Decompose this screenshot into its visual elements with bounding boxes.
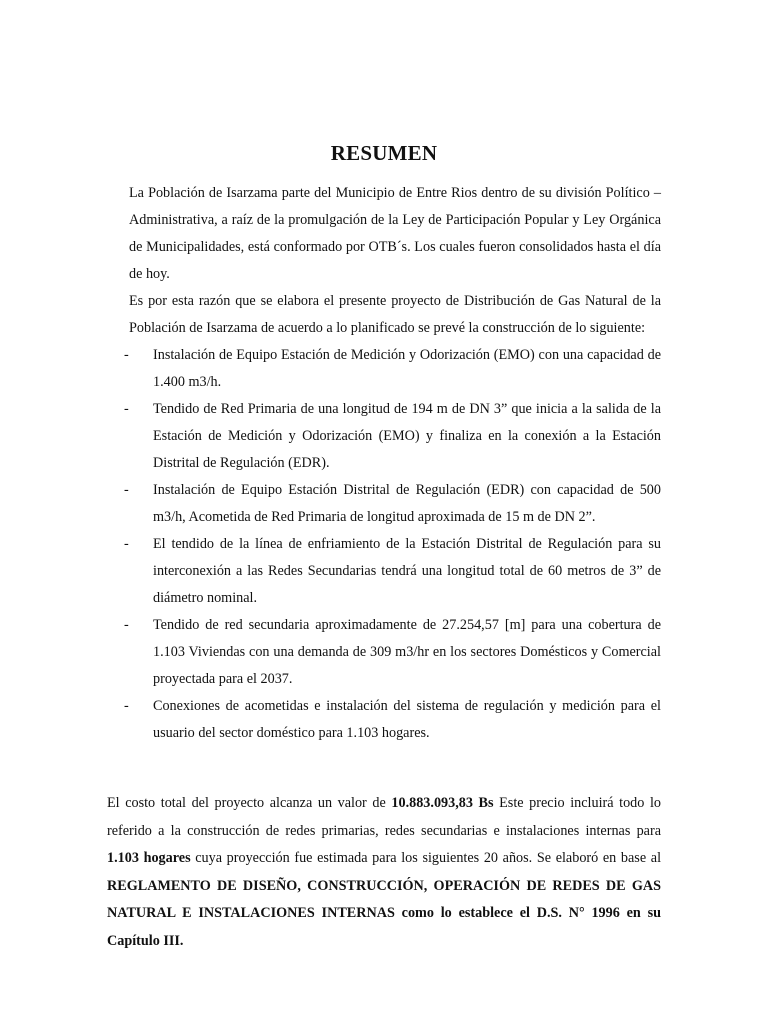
list-item-text: Tendido de red secundaria aproximadamente de 27.254,57 [m] para una cobertura de 1.103 Viviendas con una demanda de 309 m3/hr en los sectores Domésticos y Comercial proyectada para el 2037.	[153, 617, 661, 687]
list-item	[124, 612, 661, 693]
list-item-text: Conexiones de acometidas e instalación del sistema de regulación y medición para el usuario del sector doméstico para 1.103 hogares.	[153, 698, 661, 741]
list-bullet: -	[124, 617, 129, 633]
list-item	[124, 396, 661, 477]
project-items-list	[124, 342, 661, 747]
closing-section	[107, 790, 661, 955]
list-item-text: Tendido de Red Primaria de una longitud de 194 m de DN 3” que inicia a la salida de la Estación de Medición y Odorización (EMO) y finaliza en la conexión a la Estación Distrital de Regulación (EDR).	[153, 401, 661, 471]
list-item-text: Instalación de Equipo Estación Distrital de Regulación (EDR) con capacidad de 500 m3/h, Acometida de Red Primaria de longitud aproximada de 15 m de DN 2”.	[153, 482, 661, 525]
intro-section	[124, 180, 661, 747]
closing-text-1: El costo total del proyecto alcanza un valor de	[107, 795, 392, 811]
list-item	[124, 693, 661, 747]
list-item	[124, 531, 661, 612]
total-cost-value: 10.883.093,83 Bs	[391, 795, 494, 811]
list-item-text: Instalación de Equipo Estación de Medición y Odorización (EMO) con una capacidad de 1.400 m3/h.	[153, 347, 661, 390]
list-bullet: -	[124, 347, 129, 363]
closing-paragraph	[107, 790, 661, 955]
list-bullet: -	[124, 401, 129, 417]
page-title: RESUMEN	[330, 141, 438, 165]
closing-text-2: Este precio incluirá todo lo referido a la construcción de redes primarias, redes secundarias e instalaciones internas para	[107, 795, 662, 839]
closing-text-3: cuya proyección fue estimada para los siguientes 20 años. Se elaboró en base al	[190, 850, 662, 866]
list-bullet: -	[124, 536, 129, 552]
list-item-text: El tendido de la línea de enfriamiento de la Estación Distrital de Regulación para su interconexión a las Redes Secundarias tendrá una longitud total de 60 metros de 3” de diámetro nominal.	[153, 536, 661, 606]
list-item	[124, 342, 661, 396]
intro-paragraph-2: Es por esta razón que se elabora el presente proyecto de Distribución de Gas Natural de la Población de Isarzama de acuerdo a lo planificado se prevé la construcción de lo siguiente:	[129, 293, 661, 336]
list-bullet: -	[124, 698, 129, 714]
regulation-reference: REGLAMENTO DE DISEÑO, CONSTRUCCIÓN, OPERACIÓN DE REDES DE GAS NATURAL E INSTALACIONES INTERNAS como lo establece el D.S. N° 1996 en su Capítulo III.	[107, 877, 661, 949]
list-item	[124, 477, 661, 531]
household-count: 1.103 hogares	[107, 850, 191, 866]
list-bullet: -	[124, 482, 129, 498]
intro-paragraph-1: La Población de Isarzama parte del Municipio de Entre Rios dentro de su división Político – Administrativa, a raíz de la promulgación de la Ley de Participación Popular y Ley Orgánica de Municipalidades, está conformado por OTB´s. Los cuales fueron consolidados hasta el día de hoy.	[129, 185, 661, 282]
